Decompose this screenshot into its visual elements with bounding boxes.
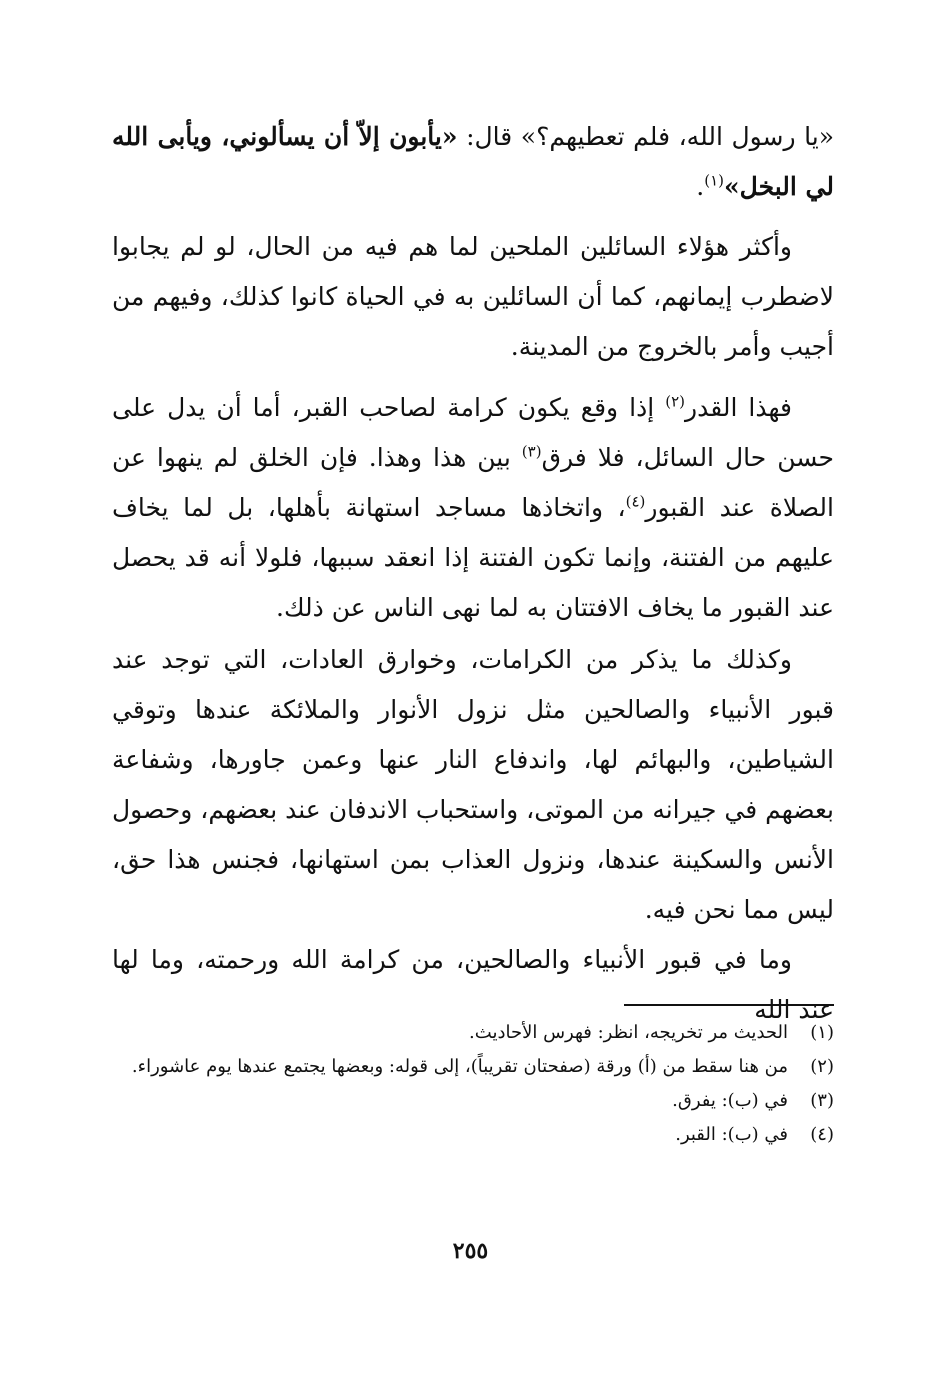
footnote-number: (٢) <box>810 1056 834 1077</box>
paragraph-grave-miracle <box>112 383 834 633</box>
footnote-item <box>112 1084 834 1118</box>
paragraph-persistent-askers <box>112 222 834 372</box>
paragraph-segment: فهذا القدر <box>685 393 792 422</box>
footnote-ref-2: (٢) <box>665 392 685 411</box>
footnote-number: (٤) <box>810 1124 834 1145</box>
paragraph-text: وأكثر هؤلاء السائلين الملحين لما هم فيه من الحال، لو لم يجابوا لاضطرب إيمانهم، كما أن السائلين به في الحياة كانوا كذلك، وفيهم من أجيب وأمر بالخروج من المدينة. <box>112 232 834 361</box>
paragraph-segment: ، واتخاذها مساجد استهانة بأهلها، بل لما يخاف عليهم من الفتنة، وإنما تكون الفتنة إذا انعقد سببها، فلولا أنه قد يحصل عند القبور ما يخاف الافتتان به لما نهى الناس عن ذلك. <box>112 493 834 622</box>
footnote-number: (٣) <box>810 1090 834 1111</box>
paragraph-segment: بين هذا وهذا. فإن الخلق لم ينهوا عن الصلاة عند القبور <box>112 443 834 522</box>
footnote-ref-1: (١) <box>704 171 725 190</box>
footnote-item <box>112 1118 834 1152</box>
footnote-number: (١) <box>810 1022 834 1043</box>
footnote-text: في (ب): يفرق. <box>672 1090 788 1111</box>
paragraph-hadith-quote <box>112 112 834 212</box>
hadith-question: «يا رسول الله، فلم تعطيهم؟» قال: <box>457 122 835 151</box>
footnote-ref-3: (٣) <box>521 442 542 461</box>
footnotes <box>112 1016 834 1152</box>
footnote-divider <box>624 1004 834 1006</box>
page-number: ٢٥٥ <box>452 1238 489 1264</box>
footnote-item <box>112 1050 834 1084</box>
paragraph-karamat <box>112 635 834 935</box>
footnote-item <box>112 1016 834 1050</box>
footnote-ref-4: (٤) <box>625 492 646 511</box>
footnote-text: في (ب): القبر. <box>675 1124 788 1145</box>
footnote-text: الحديث مر تخريجه، انظر: فهرس الأحاديث. <box>469 1022 788 1043</box>
hadith-answer: «يأبون إلاّ أن يسألوني، ويأبى الله لي البخل» <box>112 122 834 201</box>
sentence-end: . <box>696 172 705 201</box>
footnote-text: من هنا سقط من (أ) ورقة (صفحتان تقريباً)، إلى قوله: وبعضها يجتمع عندها يوم عاشوراء. <box>131 1056 788 1077</box>
paragraph-text: وكذلك ما يذكر من الكرامات، وخوارق العادات، التي توجد عند قبور الأنبياء والصالحين مثل نزول الأنوار والملائكة عندها وتوقي الشياطين، والبهائم لها، واندفاع النار عنها وعمن جاورها، وشفاعة بعضهم في جيرانه من الموتى، واستحباب الاندفان عند بعضهم، وحصول الأنس والسكينة عندها، ونزول العذاب بمن استهانها، فجنس هذا حق، ليس مما نحن فيه. <box>112 645 834 924</box>
paragraph-segment: إذا وقع يكون كرامة لصاحب القبر، أما أن يدل على حسن حال السائل، فلا فرق <box>112 393 834 472</box>
paragraph-text: وما في قبور الأنبياء والصالحين، من كرامة الله ورحمته، وما لها عند الله <box>112 945 834 1024</box>
